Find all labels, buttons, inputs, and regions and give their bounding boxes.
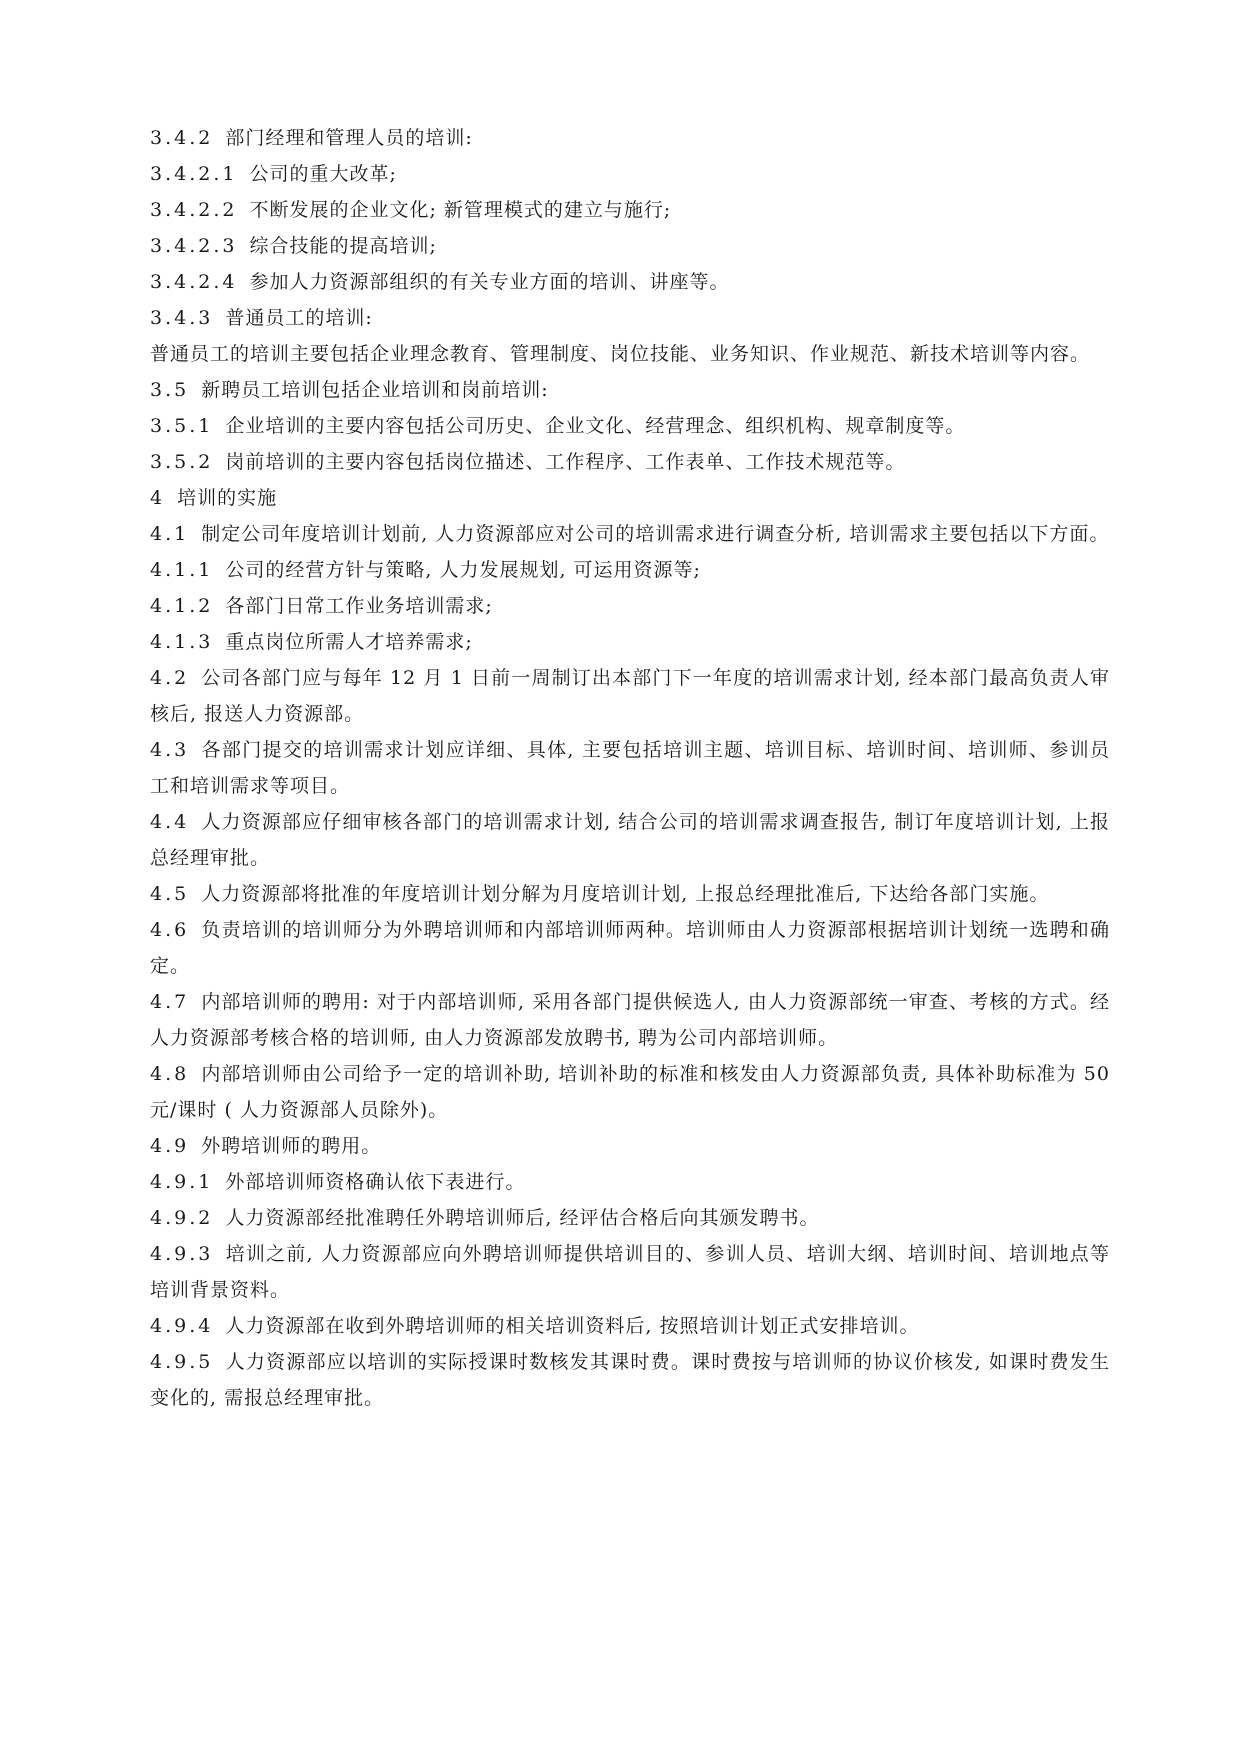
clause-number: 4.5	[150, 883, 190, 905]
clause-number: 3.5.2	[150, 451, 214, 473]
clause-text: 人力资源部应以培训的实际授课时数核发其课时费。课时费按与培训师的协议价核发, 如课时费发生变化的, 需报总经理审批。	[150, 1351, 1110, 1409]
clause-text: 内部培训师由公司给予一定的培训补助, 培训补助的标准和核发由人力资源部负责, 具体补助标准为 50 元/课时 ( 人力资源部人员除外)。	[150, 1063, 1110, 1121]
clause-3-5	[150, 372, 1110, 408]
clause-number: 3.4.2.3	[150, 235, 238, 257]
clause-text: 企业培训的主要内容包括公司历史、企业文化、经营理念、组织机构、规章制度等。	[225, 415, 966, 437]
clause-text: 制定公司年度培训计划前, 人力资源部应对公司的培训需求进行调查分析, 培训需求主要包括以下方面。	[201, 523, 1110, 545]
clause-text: 各部门提交的培训需求计划应详细、具体, 主要包括培训主题、培训目标、培训时间、培训师、参训员工和培训需求等项目。	[150, 739, 1110, 797]
clause-number: 4.9	[150, 1135, 190, 1157]
clause-number: 3.4.2.1	[150, 163, 238, 185]
clause-number: 4.1.3	[150, 631, 214, 653]
clause-number: 4.1.1	[150, 559, 214, 581]
clause-4-9-3	[150, 1236, 1110, 1308]
clause-text: 培训之前, 人力资源部应向外聘培训师提供培训目的、参训人员、培训大纲、培训时间、培训地点等培训背景资料。	[150, 1243, 1110, 1301]
clause-number: 4.7	[150, 991, 190, 1013]
clause-text: 参加人力资源部组织的有关专业方面的培训、讲座等。	[249, 271, 730, 293]
clause-text: 新聘员工培训包括企业培训和岗前培训:	[201, 379, 549, 401]
document-body	[150, 120, 1110, 1416]
clause-number: 4.4	[150, 811, 190, 833]
clause-4-9-4	[150, 1308, 1110, 1344]
clause-4-1-1	[150, 552, 1110, 588]
clause-3-5-2	[150, 444, 1110, 480]
clause-number: 4.9.1	[150, 1171, 214, 1193]
clause-text: 综合技能的提高培训;	[249, 235, 437, 257]
clause-text: 各部门日常工作业务培训需求;	[225, 595, 493, 617]
clause-4-1	[150, 516, 1110, 552]
clause-text: 不断发展的企业文化; 新管理模式的建立与施行;	[249, 199, 672, 221]
paragraph-text: 普通员工的培训主要包括企业理念教育、管理制度、岗位技能、业务知识、作业规范、新技术培训等内容。	[150, 343, 1091, 365]
clause-number: 3.5.1	[150, 415, 214, 437]
clause-text: 外部培训师资格确认依下表进行。	[225, 1171, 526, 1193]
clause-4-9-5	[150, 1344, 1110, 1416]
clause-number: 3.4.2.4	[150, 271, 238, 293]
section-4-heading	[150, 480, 1110, 516]
clause-text: 人力资源部应仔细审核各部门的培训需求计划, 结合公司的培训需求调查报告, 制订年度培训计划, 上报总经理审批。	[150, 811, 1110, 869]
clause-3-4-3	[150, 300, 1110, 336]
clause-number: 4	[150, 487, 166, 509]
clause-4-6	[150, 912, 1110, 984]
clause-4-5	[150, 876, 1110, 912]
clause-text: 人力资源部在收到外聘培训师的相关培训资料后, 按照培训计划正式安排培训。	[225, 1315, 920, 1337]
clause-4-9-2	[150, 1200, 1110, 1236]
clause-3-5-1	[150, 408, 1110, 444]
clause-number: 4.1	[150, 523, 190, 545]
clause-4-3	[150, 732, 1110, 804]
clause-4-9	[150, 1128, 1110, 1164]
clause-number: 3.4.2	[150, 127, 214, 149]
clause-number: 3.4.3	[150, 307, 214, 329]
clause-3-4-2	[150, 120, 1110, 156]
clause-text: 外聘培训师的聘用。	[201, 1135, 382, 1157]
clause-number: 4.9.4	[150, 1315, 214, 1337]
clause-text: 部门经理和管理人员的培训:	[225, 127, 473, 149]
clause-4-2	[150, 660, 1110, 732]
clause-number: 3.5	[150, 379, 190, 401]
clause-text: 内部培训师的聘用: 对于内部培训师, 采用各部门提供候选人, 由人力资源部统一审查、考核的方式。经人力资源部考核合格的培训师, 由人力资源部发放聘书, 聘为公司内部培训师。	[150, 991, 1110, 1049]
clause-text: 人力资源部将批准的年度培训计划分解为月度培训计划, 上报总经理批准后, 下达给各部门实施。	[201, 883, 1050, 905]
clause-number: 4.3	[150, 739, 190, 761]
clause-text: 培训的实施	[177, 487, 278, 509]
clause-4-9-1	[150, 1164, 1110, 1200]
clause-text: 人力资源部经批准聘任外聘培训师后, 经评估合格后向其颁发聘书。	[225, 1207, 820, 1229]
clause-text: 重点岗位所需人才培养需求;	[225, 631, 473, 653]
clause-number: 4.6	[150, 919, 190, 941]
clause-3-4-2-1	[150, 156, 1110, 192]
clause-3-4-2-3	[150, 228, 1110, 264]
clause-4-1-2	[150, 588, 1110, 624]
clause-number: 3.4.2.2	[150, 199, 238, 221]
clause-number: 4.8	[150, 1063, 190, 1085]
clause-number: 4.9.3	[150, 1243, 214, 1265]
clause-number: 4.1.2	[150, 595, 214, 617]
clause-text: 公司的经营方针与策略, 人力发展规划, 可运用资源等;	[225, 559, 701, 581]
clause-number: 4.2	[150, 667, 190, 689]
clause-3-4-2-4	[150, 264, 1110, 300]
paragraph-general-staff	[150, 336, 1110, 372]
clause-text: 负责培训的培训师分为外聘培训师和内部培训师两种。培训师由人力资源部根据培训计划统一选聘和确定。	[150, 919, 1110, 977]
clause-text: 公司各部门应与每年 12 月 1 日前一周制订出本部门下一年度的培训需求计划, 经本部门最高负责人审核后, 报送人力资源部。	[150, 667, 1110, 725]
clause-3-4-2-2	[150, 192, 1110, 228]
clause-4-1-3	[150, 624, 1110, 660]
clause-4-4	[150, 804, 1110, 876]
clause-4-7	[150, 984, 1110, 1056]
clause-number: 4.9.5	[150, 1351, 214, 1373]
clause-text: 公司的重大改革;	[249, 163, 397, 185]
clause-text: 普通员工的培训:	[225, 307, 373, 329]
clause-text: 岗前培训的主要内容包括岗位描述、工作程序、工作表单、工作技术规范等。	[225, 451, 906, 473]
clause-number: 4.9.2	[150, 1207, 214, 1229]
clause-4-8	[150, 1056, 1110, 1128]
